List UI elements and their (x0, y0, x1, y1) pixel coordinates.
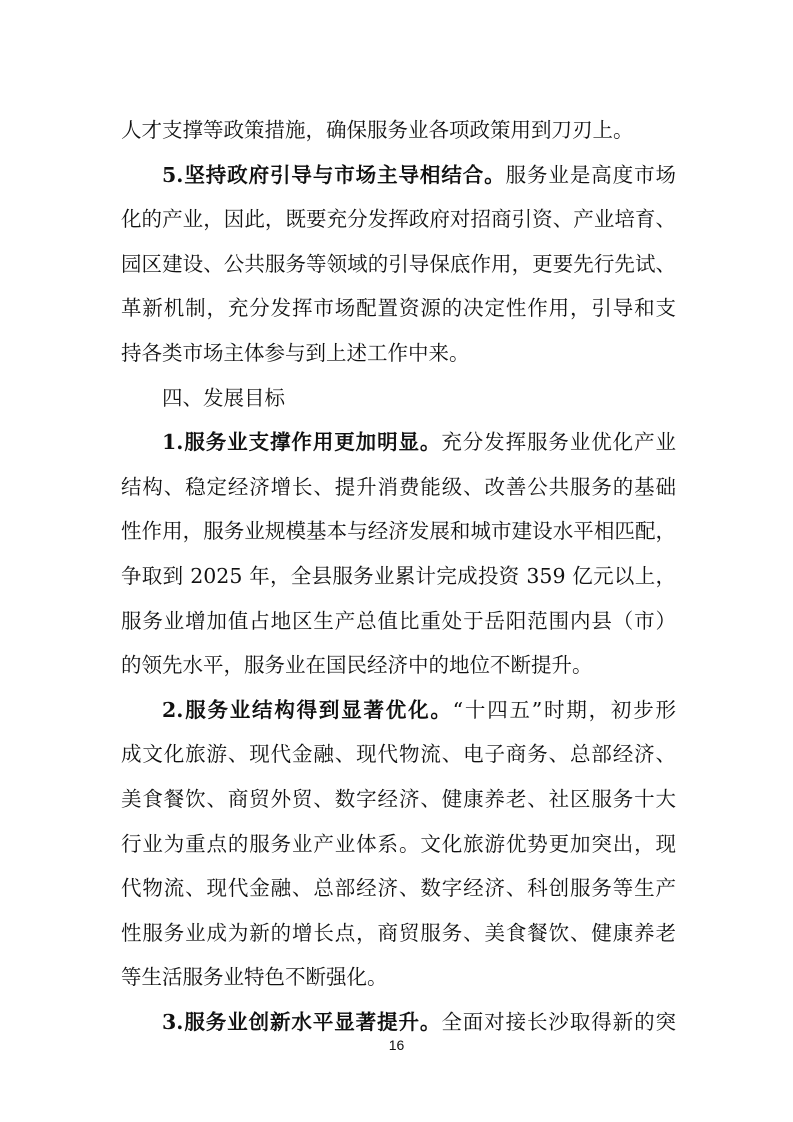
text-line: 性服务业成为新的增长点，商贸服务、美食餐饮、健康养老 (121, 920, 676, 945)
text-line: 人才支撑等政策措施，确保服务业各项政策用到刀刃上。 (121, 118, 634, 142)
section-heading: 四、发展目标 (162, 385, 285, 410)
paragraph-first-line (121, 153, 676, 198)
text-line: 全面对接长沙取得新的突 (441, 1009, 676, 1034)
text-line: 的领先水平，服务业在国民经济中的地位不断提升。 (121, 653, 593, 678)
text-line: 服务业增加值占地区生产总值比重处于岳阳范围内县（市） (121, 608, 676, 633)
text-line: 美食餐饮、商贸外贸、数字经济、健康养老、社区服务十大 (121, 786, 676, 811)
paragraph-first-line (121, 420, 676, 465)
text-line: 持各类市场主体参与到上述工作中来。 (121, 340, 470, 365)
text-line: 争取到 2025 年，全县服务业累计完成投资 359 亿元以上， (121, 563, 676, 588)
text-line: “十四五”时期，初步形 (452, 697, 676, 722)
section-lead-2: 2.服务业结构得到显著优化。 (162, 697, 453, 722)
text-line: 园区建设、公共服务等领域的引导保底作用，更要先行先试、 (121, 251, 676, 276)
text-line: 性作用，服务业规模基本与经济发展和城市建设水平相匹配， (121, 519, 676, 544)
section-lead-5: 5.坚持政府引导与市场主导相结合。 (162, 162, 506, 187)
text-line: 等生活服务业特色不断强化。 (121, 965, 388, 990)
paragraph-first-line (121, 688, 676, 733)
text-line: 成文化旅游、现代金融、现代物流、电子商务、总部经济、 (121, 742, 676, 767)
section-lead-1: 1.服务业支撑作用更加明显。 (162, 430, 442, 455)
section-lead-3: 3.服务业创新水平显著提升。 (162, 1009, 442, 1034)
text-line: 革新机制，充分发挥市场配置资源的决定性作用，引导和支 (121, 296, 676, 321)
text-line: 结构、稳定经济增长、提升消费能级、改善公共服务的基础 (121, 474, 676, 499)
text-line: 化的产业，因此，既要充分发挥政府对招商引资、产业培育、 (121, 207, 676, 232)
text-line: 充分发挥服务业优化产业 (441, 430, 676, 455)
body-text (121, 108, 676, 1044)
page-number: 16 (388, 1037, 405, 1053)
text-line: 服务业是高度市场 (505, 162, 676, 187)
text-line: 行业为重点的服务业产业体系。文化旅游优势更加突出，现 (121, 831, 676, 856)
text-line: 代物流、现代金融、总部经济、数字经济、科创服务等生产 (121, 876, 676, 901)
